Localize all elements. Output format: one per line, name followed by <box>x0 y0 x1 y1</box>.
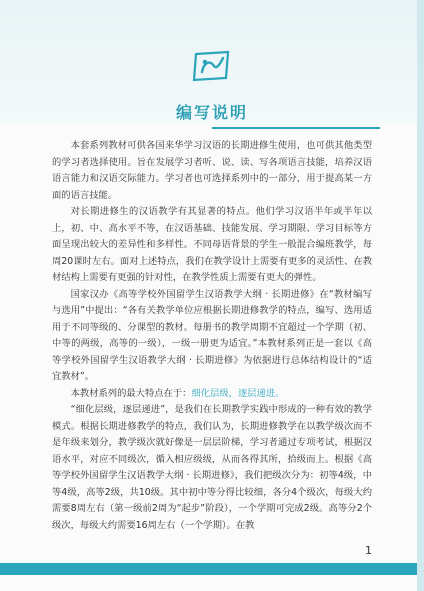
paragraph-feature <box>52 386 372 403</box>
body-text <box>52 138 372 534</box>
paragraph-characteristics: 对长期进修生的汉语教学有其显著的特点。他们学习汉语半年或半年以上，初、中、高水平不等，在汉语基础、技能发展、学习期限、学习目标等方面呈现出较大的差异性和多样性。不同母语背景的学生一般混合编班教学，每周20课时左右。面对上述特点，我们在教学设计上需要有更多的灵活性、在教材结构上需要有更强的针对性，在教学性质上需要有更大的弹性。 <box>52 206 372 283</box>
feature-highlight: 细化层级，逐层递进。 <box>191 387 285 399</box>
paragraph-intro: 本套系列教材可供各国来华学习汉语的长期进修生使用，也可供其他类型的学习者选择使用。旨在发展学习者听、说、读、写各项语言技能，培养汉语语言能力和汉语交际能力。学习者也可选择系列中的一部分，用于提高某一方面的语言技能。 <box>52 140 372 201</box>
textbook-logo-icon <box>190 50 234 84</box>
page-title: 编写说明 <box>175 103 248 122</box>
paragraph-levels: “细化层级，逐层递进”，是我们在长期教学实践中形成的一种有效的教学模式。根据长期进修教学的特点，我们认为，长期进修教学在以教学级次而不是年级来划分，教学级次就好像是一层层阶梯，学习者通过专项考试，根据汉语水平，对应不同级次，循入相应级级，从而各得其所，拾级而上。根据《高等学校外国留学生汉语教学大纲 · 长期进修》，我们把级次分为：初等4级，中等4级，高等2级，共10级。其中初中等分得比较细，各分4个级次，每级大约需要8周左右（第一级前2周为“起步”阶段），一个学期可完成2级。高等分2个级次，每级大约需要16周左右（一个学期）。在教 <box>52 404 372 531</box>
footer-bar <box>0 563 417 575</box>
title-underline <box>212 127 380 129</box>
feature-lead: 本教材系列的最大特点在于： <box>70 387 192 399</box>
page-number: 1 <box>365 544 372 557</box>
right-edge-stripe <box>417 0 424 591</box>
paragraph-syllabus: 国家汉办《高等学校外国留学生汉语教学大纲 · 长期进修》在“教材编写与选用”中提出：“各有关教学单位应根据长期进修教学的特点，编写、选用适用于不同等级的、分课型的教材。每册书的教学周期不宜超过一个学期（初、中等的两级，高等的一级），一级一册更为适宜。”本教材系列正是一套以《高等学校外国留学生汉语教学大纲 · 长期进修》为依据进行总体结构设计的“适宜教材”。 <box>52 288 372 382</box>
